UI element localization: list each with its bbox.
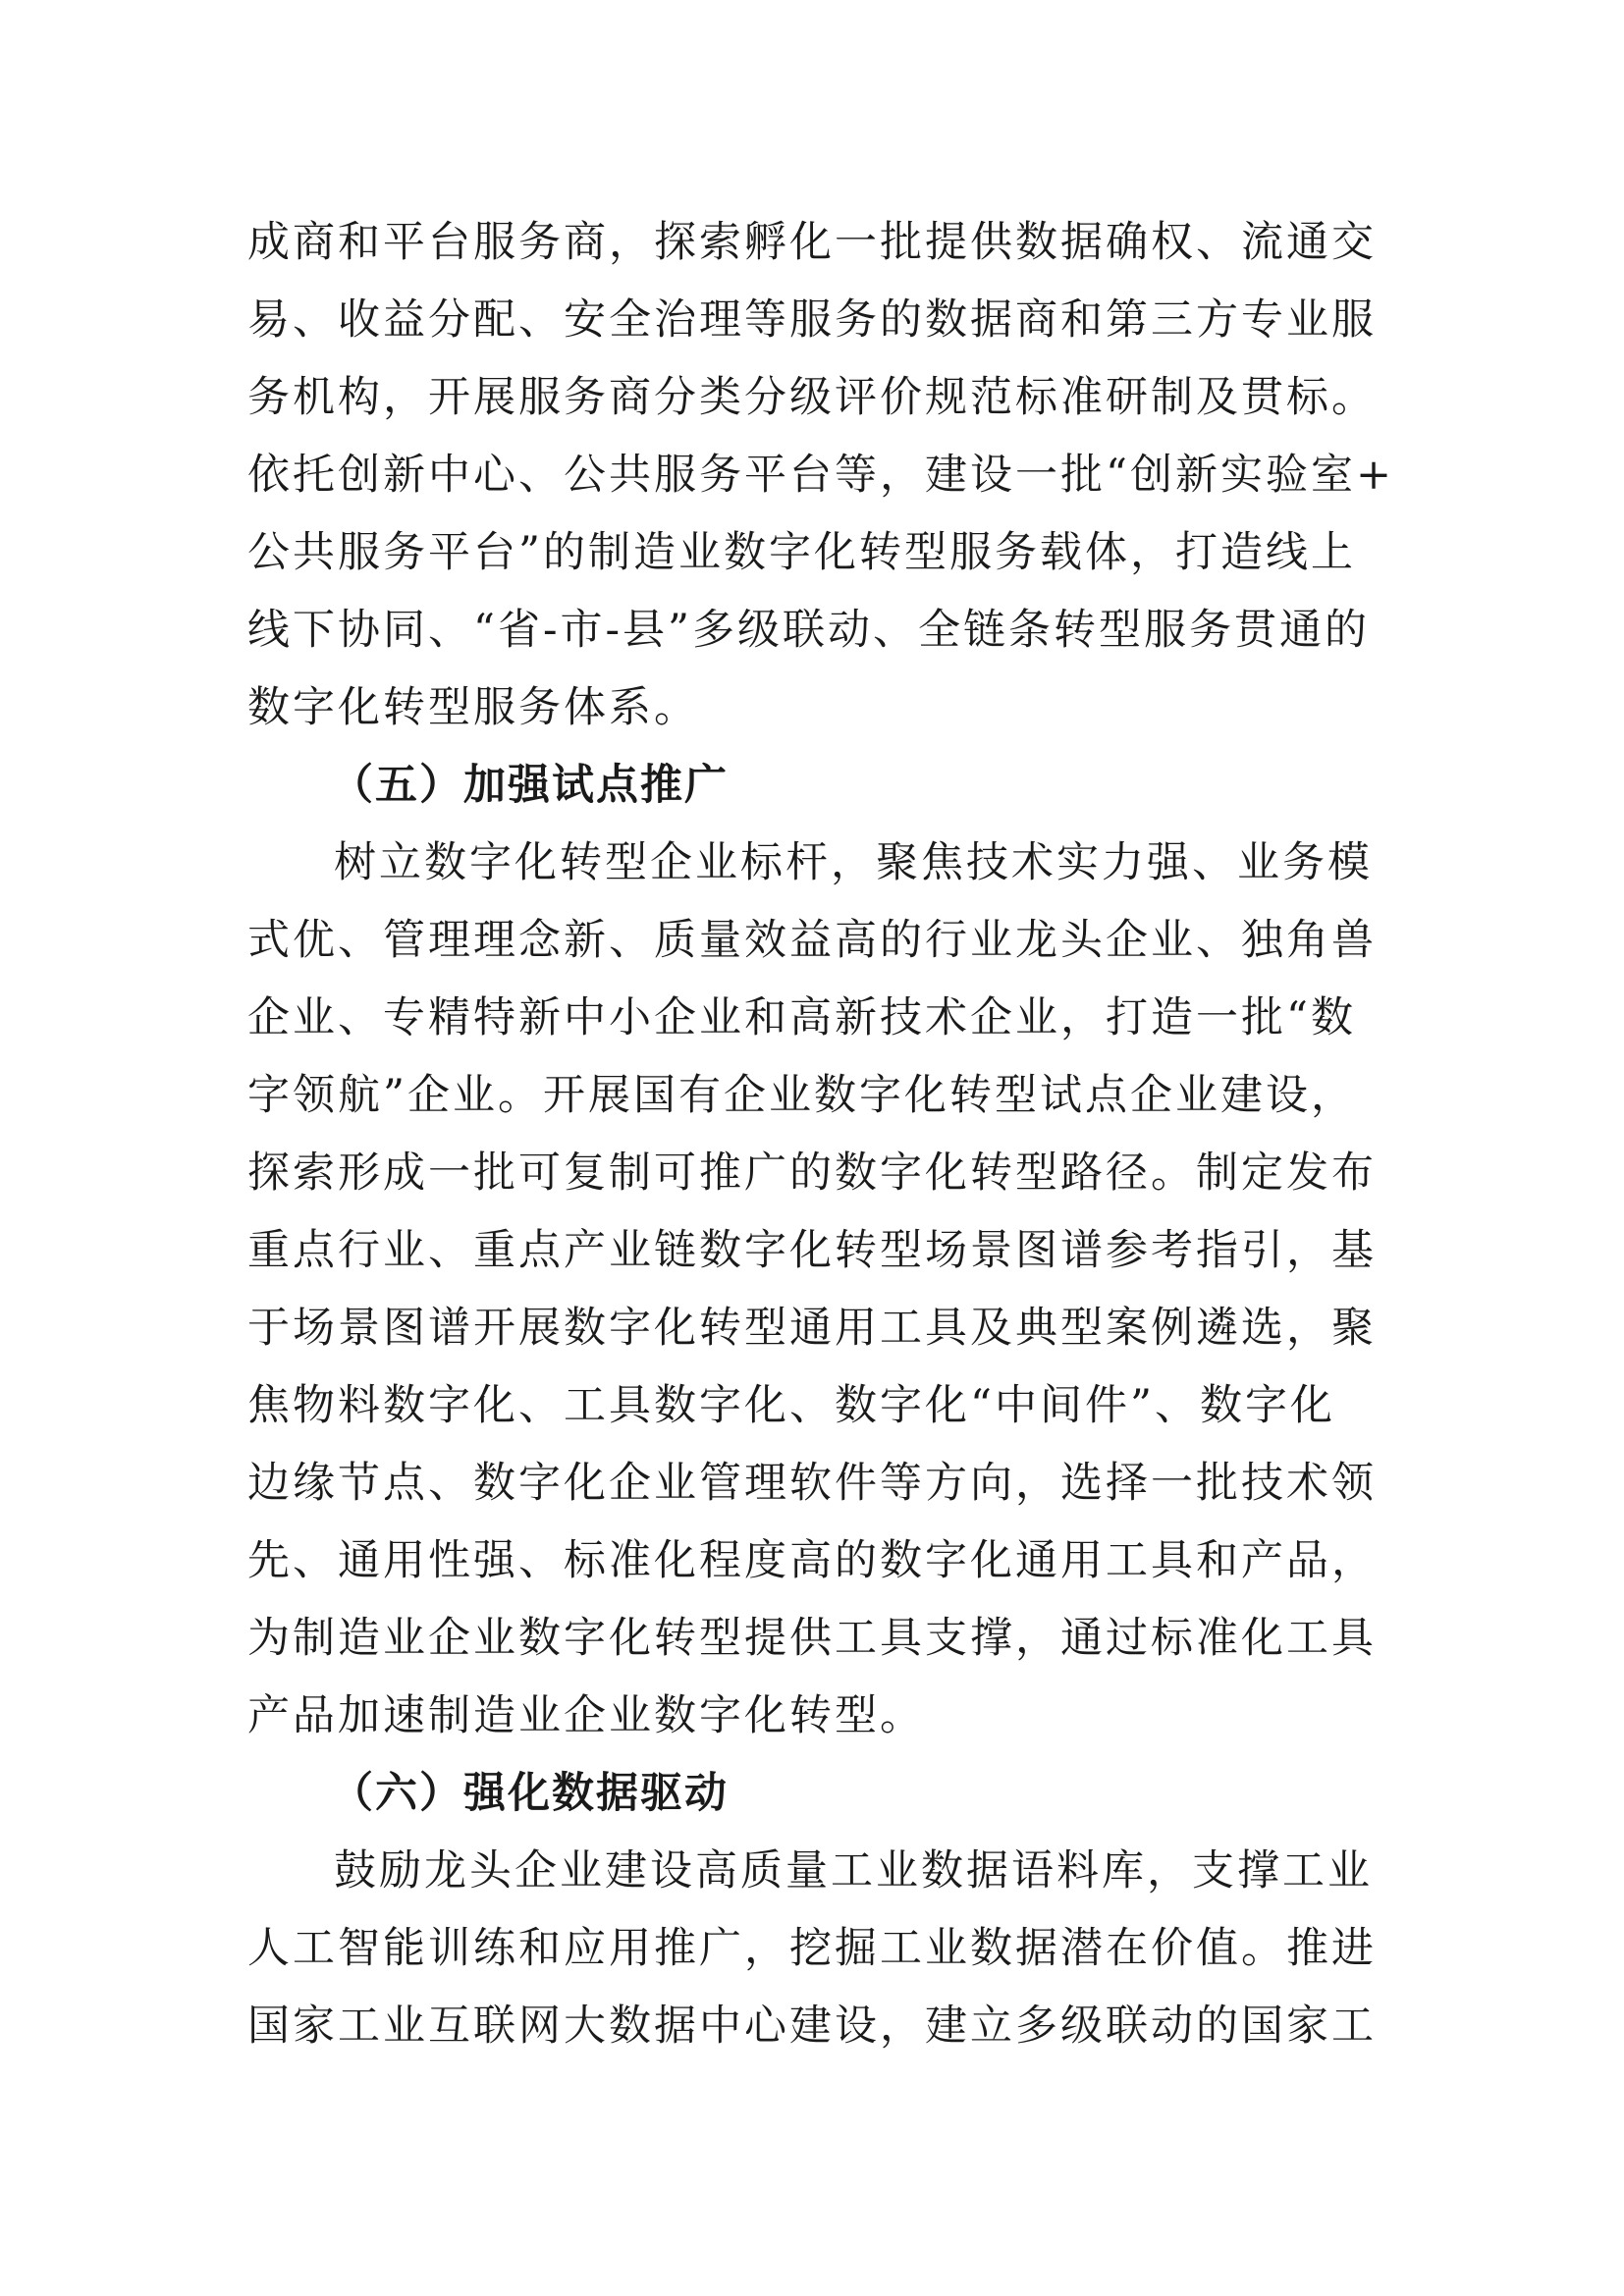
section-heading-6: （六）强化数据驱动	[331, 1769, 729, 1818]
text-line: 人工智能训练和应用推广，挖掘工业数据潜在价值。推进	[247, 1924, 1377, 1973]
text-line: 焦物料数字化、工具数字化、数字化“中间件”、数字化	[247, 1381, 1335, 1430]
text-line: 为制造业企业数字化转型提供工具支撑，通过标准化工具	[247, 1614, 1377, 1663]
text-line: 先、通用性强、标准化程度高的数字化通用工具和产品，	[247, 1536, 1377, 1585]
text-line: 线下协同、“省-市-县”多级联动、全链条转型服务贯通的	[247, 606, 1371, 655]
text-line: 数字化转型服务体系。	[247, 683, 699, 732]
paragraph-first-line: 鼓励龙头企业建设高质量工业数据语料库，支撑工业	[334, 1846, 1373, 1896]
text-line: 务机构，开展服务商分类分级评价规范标准研制及贯标。	[247, 373, 1377, 422]
text-line: 易、收益分配、安全治理等服务的数据商和第三方专业服	[247, 295, 1377, 345]
text-line: 产品加速制造业企业数字化转型。	[247, 1691, 925, 1740]
text-line: 字领航”企业。开展国有企业数字化转型试点企业建设，	[247, 1071, 1356, 1120]
paragraph-first-line: 树立数字化转型企业标杆，聚焦技术实力强、业务模	[334, 838, 1373, 887]
text-line: 企业、专精特新中小企业和高新技术企业，打造一批“数	[247, 993, 1356, 1042]
text-line: 国家工业互联网大数据中心建设，建立多级联动的国家工	[247, 2002, 1377, 2051]
text-line: 探索形成一批可复制可推广的数字化转型路径。制定发布	[247, 1148, 1377, 1198]
text-line: 公共服务平台”的制造业数字化转型服务载体，打造线上	[247, 528, 1356, 577]
text-line: 依托创新中心、公共服务平台等，建设一批“创新实验室+	[247, 451, 1395, 500]
text-line: 于场景图谱开展数字化转型通用工具及典型案例遴选，聚	[247, 1304, 1377, 1353]
text-line: 式优、管理理念新、质量效益高的行业龙头企业、独角兽	[247, 916, 1377, 965]
document-body	[247, 204, 1396, 2065]
text-line: 边缘节点、数字化企业管理软件等方向，选择一批技术领	[247, 1459, 1377, 1508]
text-line: 重点行业、重点产业链数字化转型场景图谱参考指引，基	[247, 1226, 1377, 1275]
text-line: 成商和平台服务商，探索孵化一批提供数据确权、流通交	[247, 218, 1377, 267]
section-heading-5: （五）加强试点推广	[331, 761, 729, 810]
